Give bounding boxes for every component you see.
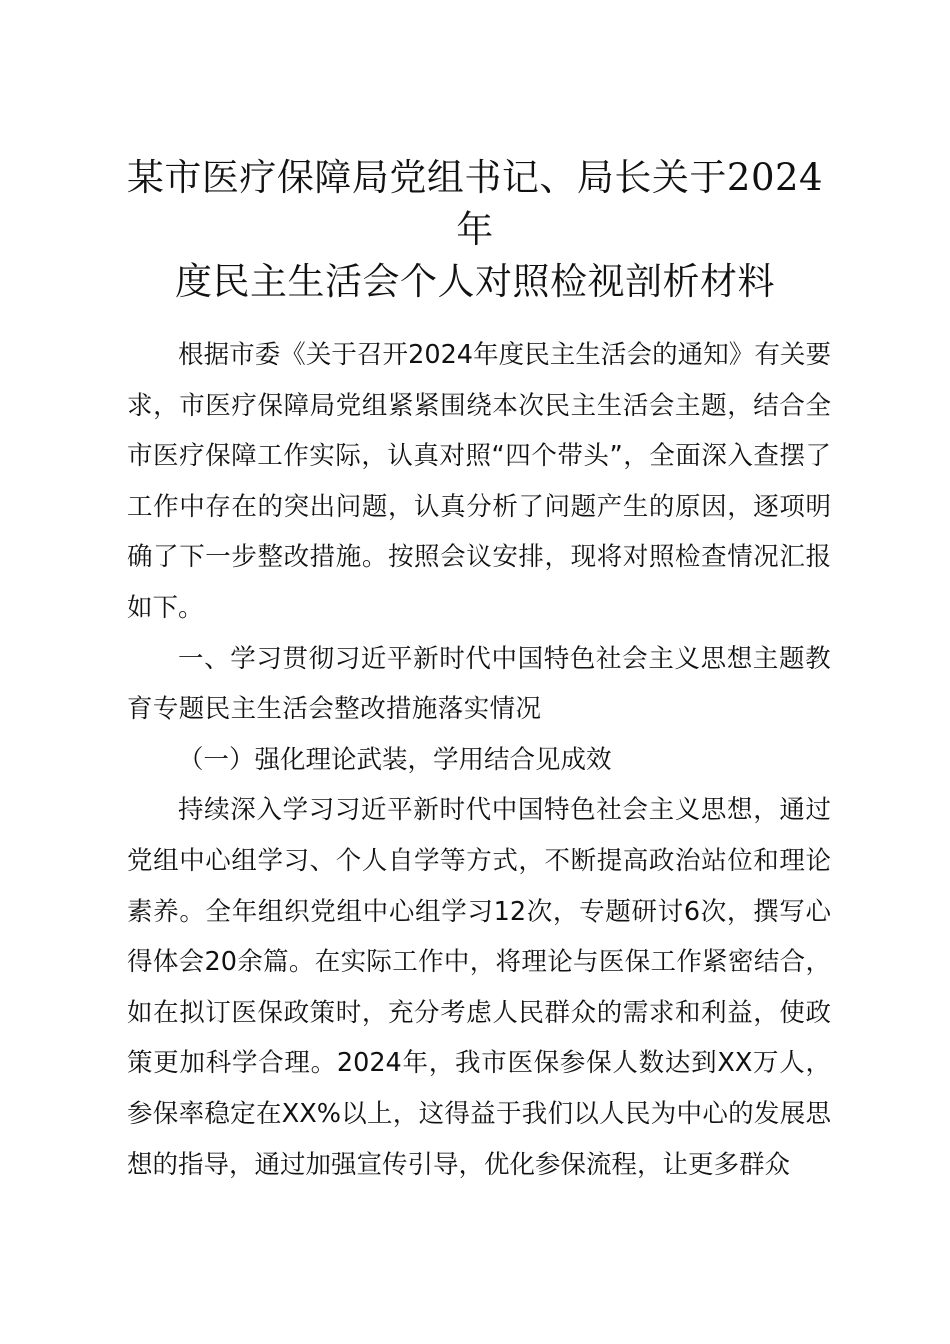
title-line-1: 某市医疗保障局党组书记、局长关于2024年 [126, 156, 824, 251]
document-body [127, 330, 831, 1190]
subsection-heading: （一）强化理论武装，学用结合见成效 [178, 744, 612, 775]
document-title [110, 152, 840, 308]
body-paragraph: 持续深入学习习近平新时代中国特色社会主义思想，通过党组中心组学习、个人自学等方式，不断提高政治站位和理论素养。全年组织党组中心组学习12次，专题研讨6次，撰写心得体会20余篇。在实际工作中，将理论与医保工作紧密结合，如在拟订医保政策时，充分考虑人民群众的需求和利益，使政策更加科学合理。2024年，我市医保参保人数达到XX万人，参保率稳定在XX%以上，这得益于我们以人民为中心的发展思想的指导，通过加强宣传引导，优化参保流程，让更多群众 [127, 795, 831, 1180]
section-heading: 一、学习贯彻习近平新时代中国特色社会主义思想主题教育专题民主生活会整改措施落实情况 [127, 643, 831, 725]
title-line-2: 度民主生活会个人对照检视剖析材料 [175, 260, 775, 303]
intro-paragraph: 根据市委《关于召开2024年度民主生活会的通知》有关要求，市医疗保障局党组紧紧围绕本次民主生活会主题，结合全市医疗保障工作实际，认真对照“四个带头”，全面深入查摆了工作中存在的突出问题，认真分析了问题产生的原因，逐项明确了下一步整改措施。按照会议安排，现将对照检查情况汇报如下。 [127, 340, 831, 623]
